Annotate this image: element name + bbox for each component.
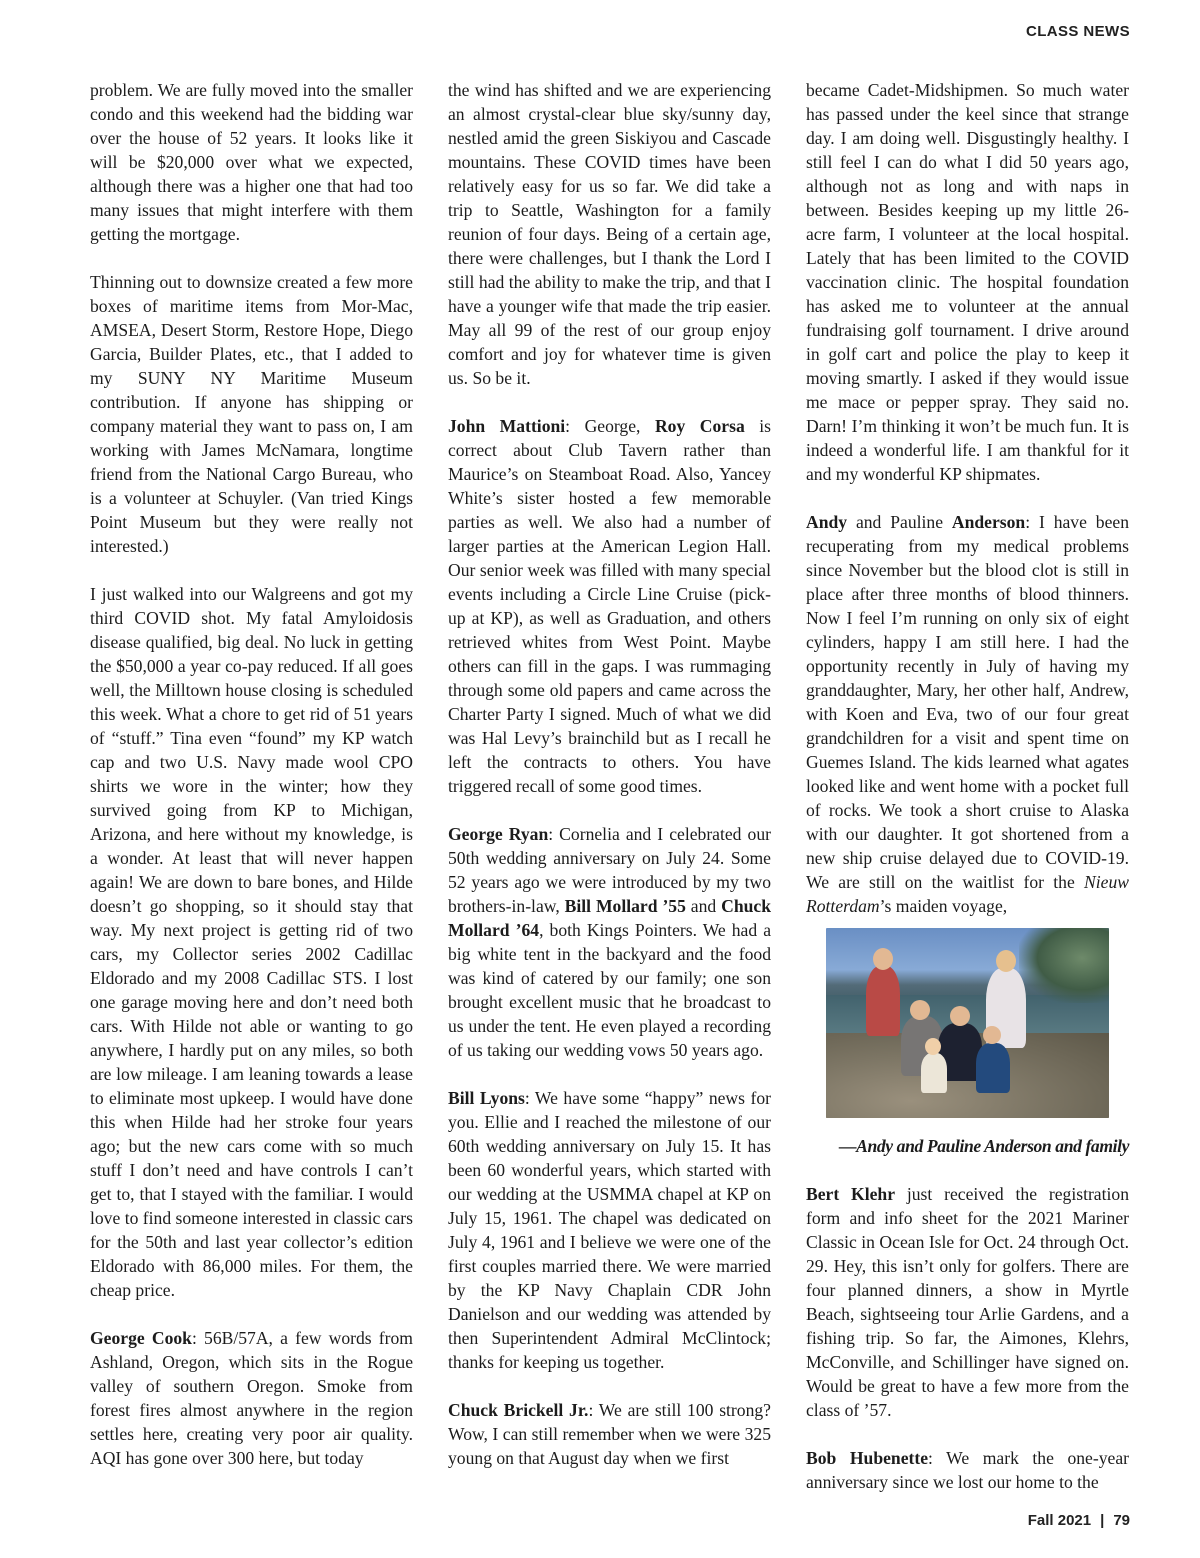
mentioned-name: Roy Corsa (654, 416, 745, 436)
author-name: Chuck Brickell Jr. (448, 1400, 589, 1420)
ship-name: Nieuw Rotterdam (806, 872, 1129, 916)
author-name: Bob Hubenette (806, 1448, 929, 1468)
paragraph (806, 1446, 1129, 1494)
issue-label: Fall 2021 (1027, 1512, 1092, 1529)
paragraph (806, 1182, 1129, 1422)
mentioned-name: Bill Mollard ’55 (564, 896, 686, 916)
paragraph-text: : George, (565, 416, 655, 436)
paragraph-text: : I have been recuperating from my medical problems since November but the blood clot is still in place after three months of blood thinners. Now I feel I’m running on only six of eight cylinders, happy I am still here. I had the opportunity recently in July of having my granddaughter, Mary, her other half, Andrew, with Koen and Eva, two of our four great grandchildren for a visit and spent time on Guemes Island. The kids learned what agates looked like and went home with a pocket full of rocks. We took a short cruise to Alaska with our daughter. It got shortened from a new ship cruise delayed due to COVID-19. We are still on the waitlist for the (806, 512, 1129, 892)
paragraph (448, 1086, 771, 1374)
paragraph-text: ’s maiden voyage, (879, 896, 1008, 916)
paragraph (448, 822, 771, 1062)
paragraph-text: : Cornelia and I celebrated our 50th wedding anniversary on July 24. Some 52 years ago we were introduced by my two brothers-in-law, (448, 824, 771, 916)
paragraph (806, 510, 1129, 918)
footer-separator: | (1100, 1512, 1105, 1529)
mentioned-name: Chuck Mollard ’64 (448, 896, 771, 940)
author-name: Andy (806, 512, 848, 532)
author-name: Anderson (951, 512, 1026, 532)
section-label: CLASS NEWS (1025, 23, 1130, 40)
paragraph-text: : We are still 100 strong? Wow, I can still remember when we were 325 young on that August day when we first (448, 1400, 771, 1468)
author-name: Bill Lyons (448, 1088, 525, 1108)
paragraph-text: and Pauline (847, 512, 952, 532)
paragraph-text: is correct about Club Tavern rather than Maurice’s on Steamboat Road. Also, Yancey White’s sister hosted a few memorable parties as well. We also had a number of larger parties at the American Legion Hall. Our senior week was filled with many special events including a Circle Line Cruise (pick-up at KP), as well as Graduation, and others retrieved whites from West Point. Maybe others can fill in the gaps. I was rummaging through some old papers and came across the Charter Party I signed. Much of what we did was Hal Levy’s brainchild but as I recall he left the contracts to others. You have triggered recall of some good times. (448, 416, 772, 796)
family-photo (826, 928, 1109, 1118)
column-2 (448, 78, 771, 1470)
author-name: John Mattioni (448, 416, 566, 436)
author-name: George Ryan (448, 824, 549, 844)
page-footer (1028, 1512, 1130, 1529)
paragraph-text: : We mark the one-year anniversary since we lost our home to the (806, 1448, 1129, 1492)
paragraph-text: and (685, 896, 722, 916)
paragraph-text: just received the registration form and info sheet for the 2021 Mariner Classic in Ocean Isle for Oct. 24 through Oct. 29. Hey, this isn’t only for golfers. There are four planned dinners, a show in Myrtle Beach, sightseeing tour Arlie Gardens, and a fishing trip. So far, the Aimones, Klehrs, McConville, and Schillinger have signed on. Would be great to have a few more from the class of ’57. (806, 1184, 1129, 1420)
paragraph (448, 1398, 771, 1470)
paragraph: I just walked into our Walgreens and got my third COVID shot. My fatal Amyloidosis disease qualified, big deal. No luck in getting the $50,000 a year co-pay reduced. If all goes well, the Milltown house closing is scheduled this week. What a chore to get rid of 51 years of “stuff.” Tina even “found” my KP watch cap and two U.S. Navy made wool CPO shirts we wore in the winter; how they survived going from KP to Michigan, Arizona, and here without my knowledge, is a wonder. At least that will never happen again! We are down to bare bones, and Hilde doesn’t go shopping, so it should stay that way. My next project is getting rid of two cars, my Collector series 2002 Cadillac Eldorado and my 2008 Cadillac STS. I lost one garage moving here and don’t need both cars. With Hilde not able or wanting to go anywhere, I hardly put on any miles, so both are low mileage. I am leaning towards a lease to eliminate most upkeep. I would have done this when Hilde had her stroke four years ago; but the new cars come with so much stuff I don’t need and have controls I can’t get to, that I stayed with the familiar. I would love to find someone interested in classic cars for the 50th and last year collector’s edition Eldorado with 86,000 miles. For them, the cheap price. (90, 584, 413, 1300)
paragraph: problem. We are fully moved into the smaller condo and this weekend had the bidding war over the house of 52 years. It looks like it will be $20,000 over what we expected, although there was a higher one that had too many issues that might interfere with them getting the mortgage. (90, 80, 413, 244)
paragraph: became Cadet-Midshipmen. So much water has passed under the keel since that strange day. I am doing well. Disgustingly healthy. I still feel I can do what I did 50 years ago, although not as long and with naps in between. Besides keeping up my little 26-acre farm, I volunteer at the local hospital. Lately that has been limited to the COVID vaccination clinic. The hospital foundation has asked me to volunteer at the annual fundraising golf tournament. I drive around in golf cart and police the play to keep it moving smartly. I asked if they would issue me mace or pepper spray. They said no. Darn! I’m thinking it won’t be much fun. It is indeed a wonderful life. I am thankful for it and my wonderful KP shipmates. (806, 80, 1129, 484)
author-name: George Cook (90, 1328, 192, 1348)
paragraph-text: , both Kings Pointers. We had a big white tent in the backyard and the food was kind of catered by our family; one son brought excellent music that he broadcast to us under the tent. He even played a recording of us taking our wedding vows 50 years ago. (448, 920, 772, 1060)
paragraph (90, 1326, 413, 1470)
column-1 (90, 78, 413, 1470)
photo-caption: —Andy and Pauline Anderson and family (838, 1136, 1129, 1156)
author-name: Bert Klehr (806, 1184, 896, 1204)
paragraph: Thinning out to downsize created a few more boxes of maritime items from Mor-Mac, AMSEA, Desert Storm, Restore Hope, Diego Garcia, Builder Plates, etc., that I added to my SUNY NY Maritime Museum contribution. If anyone has shipping or company material they want to pass on, I am working with James McNamara, longtime friend from the National Cargo Bureau, who is a volunteer at Schuyler. (Van tried Kings Point Museum but they were really not interested.) (90, 272, 413, 556)
paragraph (448, 414, 771, 798)
paragraph-text: : We have some “happy” news for you. Ellie and I reached the milestone of our 60th wedding anniversary on July 15. It has been 60 wonderful years, which started with our wedding at the USMMA chapel at KP on July 15, 1961. The chapel was dedicated on July 4, 1961 and I believe we were one of the first couples married there. We were married by the KP Navy Chaplain CDR John Danielson and our wedding was attended by then Superintendent Admiral McClintock; thanks for keeping us together. (448, 1088, 771, 1372)
column-3 (806, 78, 1129, 1494)
paragraph-text: : 56B/57A, a few words from Ashland, Oregon, which sits in the Rogue valley of southern Oregon. Smoke from forest fires almost anywhere in the region settles here, creating very poor air quality. AQI has gone over 300 here, but today (90, 1328, 413, 1468)
paragraph: the wind has shifted and we are experiencing an almost crystal-clear blue sky/sunny day, nestled amid the green Siskiyou and Cascade mountains. These COVID times have been relatively easy for us so far. We did take a trip to Seattle, Washington for a family reunion of four days. Being of a certain age, there were challenges, but I thank the Lord I still had the ability to make the trip, and that I have a younger wife that made the trip easier. May all 99 of the rest of our group enjoy comfort and joy for whatever time is given us. So be it. (448, 80, 771, 388)
page-number: 79 (1113, 1512, 1130, 1529)
